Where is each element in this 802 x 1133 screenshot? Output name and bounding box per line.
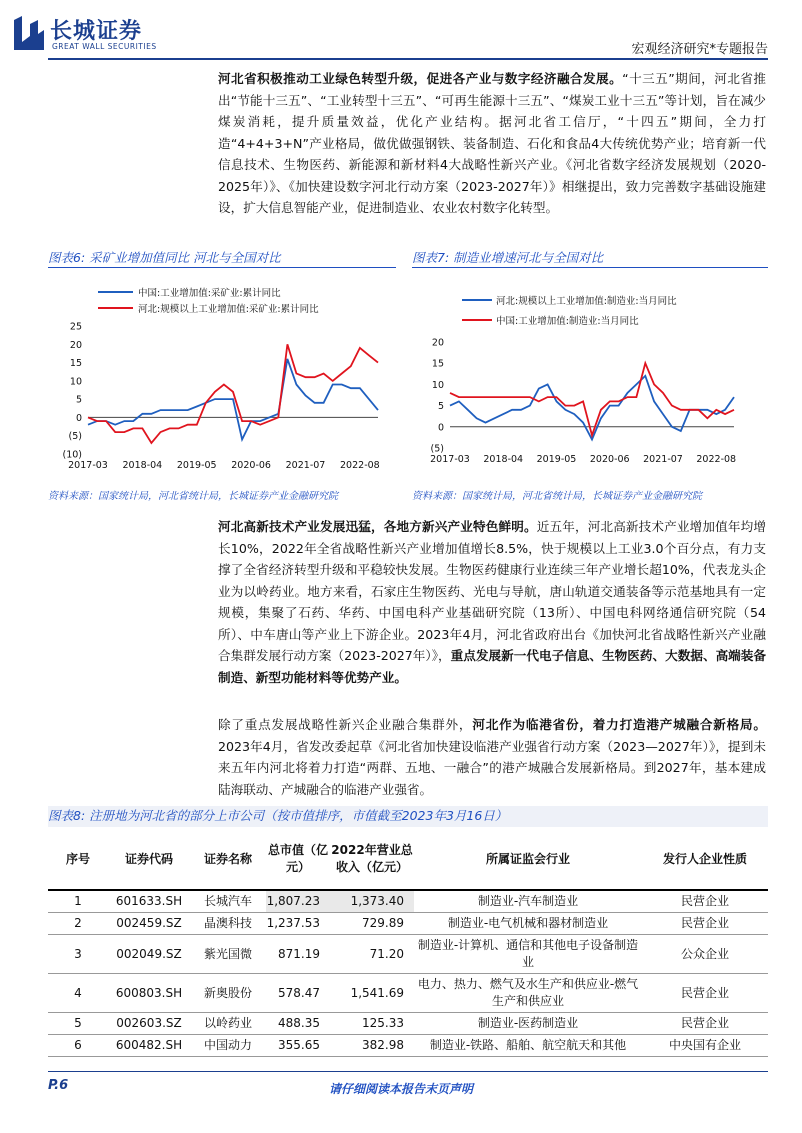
cell-market-cap: 871.19 [266,935,330,974]
paragraph-emphasis: 河北作为临港省份，着力打造港产城融合新格局。 [472,717,767,732]
series-hebei [88,344,378,443]
cell-rank: 6 [48,1035,108,1057]
cell-rank: 1 [48,890,108,913]
column-header: 证券代码 [108,827,190,890]
table-row [48,890,768,913]
x-ticks [430,454,736,465]
cell-rank: 3 [48,935,108,974]
column-header: 发行人企业性质 [642,827,768,890]
x-tick-label: 2022-08 [340,460,380,471]
listed-companies-table [48,827,768,1057]
series-hebei [450,376,734,440]
table-title: 图表8: 注册地为河北省的部分上市公司（按市值排序，市值截至2023年3月16日） [48,806,768,827]
cell-revenue: 125.33 [330,1013,414,1035]
header-divider [48,58,768,60]
paragraph-intro: 除了重点发展战略性新兴企业融合集群外， [218,717,473,732]
paragraph-body: 近五年，河北高新技术产业增加值年均增长10%，2022年全省战略性新兴产业增加值增长8.5%，快于规模以上工业3.0个百分点，有力支撑了全省经济转型升级和平稳较快发展。生物医药健康行业连续三年产业增长超10%，代表龙头企业为以岭药业。地方来看，石家庄生物医药、光电与导航，唐山轨道交通装备等示范基地具有一定规模，集聚了石药、华药、中国电科产业基础研究院（13所）、中国电科网络通信研究院（54所）、中车唐山等产业上下游企业。2023年4月，河北省政府出台《加快河北省战略性新兴产业融合集群发展行动方案（2023-2027年）》， [218,519,767,663]
y-tick-label: 10 [69,376,82,388]
footer-disclaimer: 请仔细阅读本报告末页声明 [328,1082,473,1096]
cell-name: 长城汽车 [190,890,266,913]
y-tick-label: 15 [431,358,444,370]
cell-ownership: 民营企业 [642,974,768,1013]
cell-ownership: 民营企业 [642,913,768,935]
cell-name: 新奥股份 [190,974,266,1013]
series-china [88,359,378,440]
table-row [48,974,768,1013]
figure7-title: 图表7: 制造业增速河北与全国对比 [412,250,604,265]
column-header: 证券名称 [190,827,266,890]
cell-rank: 4 [48,974,108,1013]
figure6-title-underline [48,267,396,268]
cell-ownership: 中央国有企业 [642,1035,768,1057]
x-ticks [68,460,380,471]
paragraph-port-industry [218,714,766,800]
cell-revenue: 1,373.40 [330,890,414,913]
cell-industry: 制造业-汽车制造业 [414,890,642,913]
y-tick-label: 0 [75,412,82,424]
series-china [450,363,734,435]
x-tick-label: 2017-03 [430,454,470,465]
paragraph-body: “十三五”期间，河北省推出“节能十三五”、“工业转型十三五”、“可再生能源十三五”、“煤炭工业十三五”等计划，旨在减少煤炭消耗，提升质量效益，优化产业结构。据河北省工信厅，“十四五”期间，全力打造“4+4+3+N”产业格局，做优做强钢铁、装备制造、石化和食品4大传统优势产业；培育新一代信息技术、生物医药、新能源和新材料4大战略性新兴产业。《河北省数字经济发展规划（2020-2025年）》、《加快建设数字河北行动方案（2023-2027年）》相继提出，致力完善数字基础设施建设，扩大信息智能产业，促进制造业、农业农村数字化转型。 [218,71,766,215]
legend-label-china: 中国:工业增加值:采矿业:累计同比 [138,288,281,299]
cell-ownership: 民营企业 [642,890,768,913]
x-tick-label: 2019-05 [536,454,577,465]
y-tick-label: 10 [431,379,444,391]
x-tick-label: 2021-07 [285,460,326,471]
column-header: 所属证监会行业 [414,827,642,890]
legend-label-hebei: 河北:规模以上工业增加值:制造业:当月同比 [496,296,677,307]
x-tick-label: 2018-04 [483,454,524,465]
cell-rank: 5 [48,1013,108,1035]
table-header-row [48,827,768,890]
cell-industry: 制造业-铁路、船舶、航空航天和其他 [414,1035,642,1057]
column-header: 2022年营业总收入（亿元） [330,827,414,890]
cell-code: 002459.SZ [108,913,190,935]
cell-name: 紫光国微 [190,935,266,974]
mining-chart [48,272,398,480]
y-tick-label: 25 [69,321,82,333]
y-tick-label: 5 [437,401,444,413]
legend-label-china: 中国:工业增加值:制造业:当月同比 [496,316,639,327]
page-number: P.6 [48,1078,69,1093]
cell-name: 中国动力 [190,1035,266,1057]
cell-code: 002049.SZ [108,935,190,974]
report-type: 宏观经济研究*专题报告 [631,42,768,57]
y-ticks [62,322,82,461]
x-tick-label: 2021-07 [643,454,683,465]
paragraph-high-tech [218,516,766,688]
cell-revenue: 1,541.69 [330,974,414,1013]
y-tick-label: 0 [437,422,444,434]
x-tick-label: 2019-05 [176,460,217,471]
cell-market-cap: 355.65 [266,1035,330,1057]
cell-market-cap: 488.35 [266,1013,330,1035]
cell-name: 晶澳科技 [190,913,266,935]
figure6-title: 图表6: 采矿业增加值同比 河北与全国对比 [48,250,281,265]
x-tick-label: 2018-04 [122,460,163,471]
paragraph-lead: 河北省积极推动工业绿色转型升级，促进各产业与数字经济融合发展。 [218,71,623,86]
y-ticks [431,338,444,455]
great-wall-logo-icon [12,14,46,52]
table-row [48,1035,768,1057]
cell-ownership: 民营企业 [642,1013,768,1035]
y-tick-label: 20 [69,339,82,351]
column-header: 序号 [48,827,108,890]
cell-revenue: 729.89 [330,913,414,935]
cell-code: 002603.SZ [108,1013,190,1035]
x-tick-label: 2022-08 [696,454,737,465]
cell-name: 以岭药业 [190,1013,266,1035]
table-row [48,913,768,935]
cell-market-cap: 578.47 [266,974,330,1013]
column-header: 总市值（亿元） [266,827,330,890]
cell-code: 601633.SH [108,890,190,913]
y-tick-label: 15 [69,358,82,370]
y-tick-label: 20 [431,337,444,349]
paragraph-emphasis: 重点发展新一代电子信息、生物医药、大数据、高端装备制造、新型功能材料等优势产业。 [218,648,767,685]
table-row [48,1013,768,1035]
y-tick-label: (5) [68,431,82,443]
paragraph-body: 2023年4月，省发改委起草《河北省加快建设临港产业强省行动方案（2023—2027年）》，提到未来五年内河北将着力打造“两群、五地、一融合”的港产城融合发展新格局。到2027年，基本建成陆海联动、产城融合的临港产业强省。 [218,738,766,797]
cell-ownership: 公众企业 [642,935,768,974]
paragraph-lead: 河北高新技术产业发展迅猛，各地方新兴产业特色鲜明。 [218,519,537,534]
footer-divider [48,1071,768,1072]
figure6-source: 资料来源：国家统计局，河北省统计局，长城证券产业金融研究院 [48,491,338,502]
y-tick-label: (10) [62,449,82,461]
cell-code: 600803.SH [108,974,190,1013]
cell-market-cap: 1,807.23 [266,890,330,913]
cell-industry: 电力、热力、燃气及水生产和供应业-燃气生产和供应业 [414,974,642,1013]
legend-label-hebei: 河北:规模以上工业增加值:采矿业:累计同比 [138,304,319,315]
cell-revenue: 71.20 [330,935,414,974]
logo-subtitle: GREAT WALL SECURITIES [52,42,157,51]
cell-market-cap: 1,237.53 [266,913,330,935]
figure7-title-underline [412,267,768,268]
cell-rank: 2 [48,913,108,935]
company-logo [12,14,172,54]
paragraph-green-transformation [218,68,766,219]
y-tick-label: (5) [430,443,444,455]
x-tick-label: 2020-06 [589,454,630,465]
table-row [48,935,768,974]
cell-industry: 制造业-医药制造业 [414,1013,642,1035]
y-tick-label: 5 [75,394,82,406]
cell-revenue: 382.98 [330,1035,414,1057]
manufacturing-chart [412,272,768,480]
cell-industry: 制造业-电气机械和器材制造业 [414,913,642,935]
x-tick-label: 2017-03 [68,460,108,471]
x-tick-label: 2020-06 [231,460,271,471]
figure7-source: 资料来源：国家统计局，河北省统计局，长城证券产业金融研究院 [412,491,702,502]
logo-name: 长城证券 [50,19,143,44]
cell-code: 600482.SH [108,1035,190,1057]
cell-industry: 制造业-计算机、通信和其他电子设备制造业 [414,935,642,974]
